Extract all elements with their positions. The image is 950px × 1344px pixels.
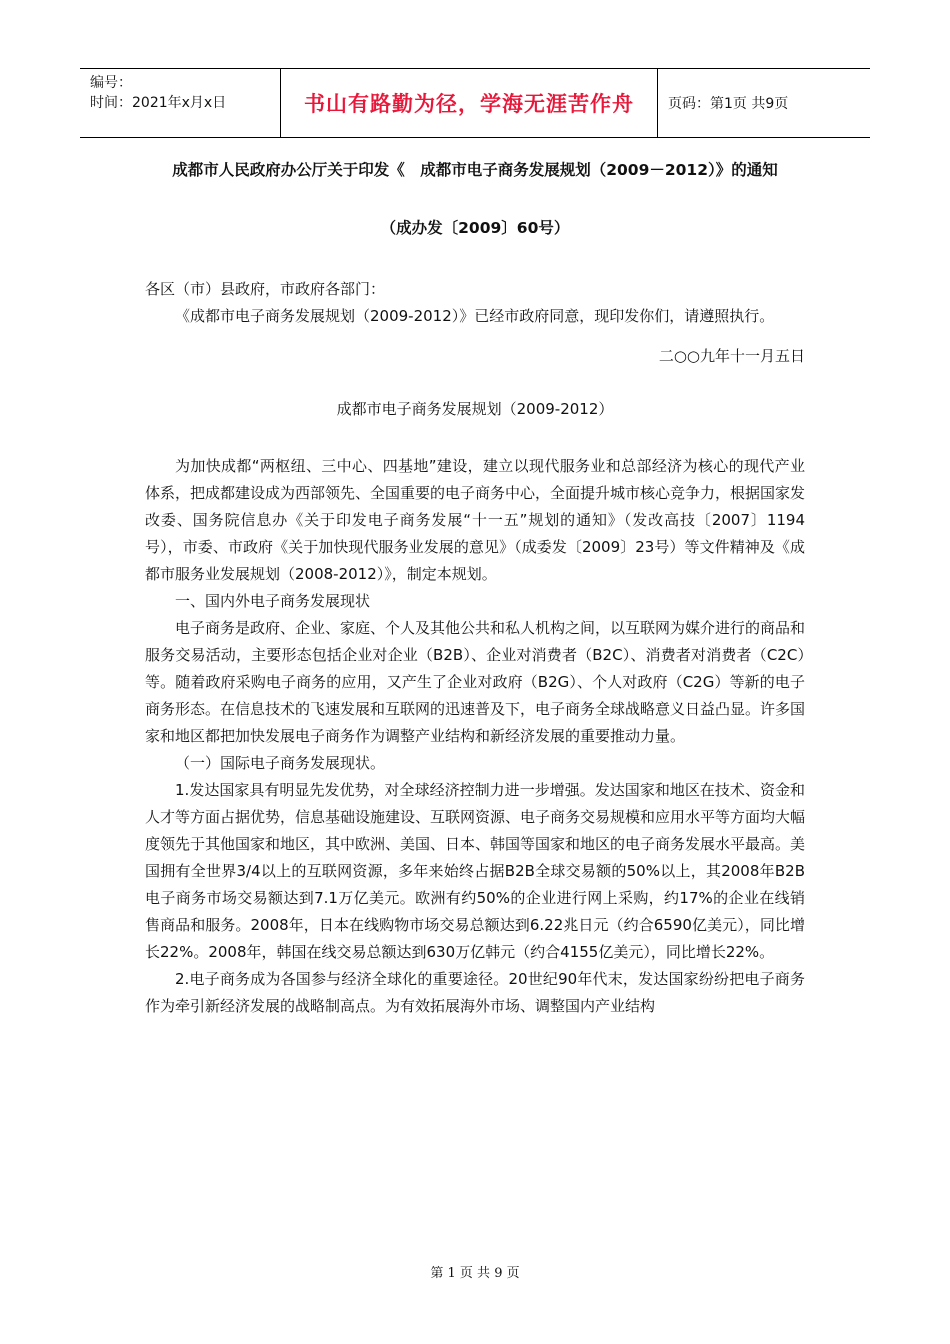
paragraph-1: 为加快成都“两枢纽、三中心、四基地”建设，建立以现代服务业和总部经济为核心的现代产业体系，把成都建设成为西部领先、全国重要的电子商务中心，全面提升城市核心竞争力，根据国家发改委、国务院信息办《关于印发电子商务发展“十一五”规划的通知》（发改高技〔2007〕1194号），市委、市政府《关于加快现代服务业发展的意见》（成委发〔2009〕23号）等文件精神及《成都市服务业发展规划（2008-2012）》，制定本规划。 xyxy=(145,457,806,583)
paragraph-3: 1.发达国家具有明显先发优势，对全球经济控制力进一步增强。发达国家和地区在技术、资金和人才等方面占据优势，信息基础设施建设、互联网资源、电子商务交易规模和应用水平等方面均大幅度领先于其他国家和地区，其中欧洲、美国、日本、韩国等国家和地区的电子商务发展水平最高。美国拥有全世界3/4以上的互联网资源，多年来始终占据B2B全球交易额的50%以上，其2008年B2B电子商务市场交易额达到7.1万亿美元。欧洲有约50%的企业进行网上采购，约17%的企业在线销售商品和服务。2008年，日本在线购物市场交易总额达到6.22兆日元（约合6590亿美元），同比增长22%。2008年，韩国在线交易总额达到630万亿韩元（约合4155亿美元），同比增长22%。 xyxy=(145,781,806,961)
paragraph-4: 2.电子商务成为各国参与经济全球化的重要途径。20世纪90年代末，发达国家纷纷把电子商务作为牵引新经济发展的战略制高点。为有效拓展海外市场、调整国内产业结构 xyxy=(145,970,805,1015)
number-label: 编号： xyxy=(90,75,132,91)
document-body xyxy=(145,276,805,1020)
time-label: 时间：2021年x月x日 xyxy=(90,95,227,111)
subsection-heading-1: （一）国际电子商务发展现状。 xyxy=(175,754,386,772)
issue-date: 二○○九年十一月五日 xyxy=(658,347,805,365)
page-footer: 第 1 页 共 9 页 xyxy=(430,1266,520,1281)
document-number: （成办发〔2009〕60号） xyxy=(380,219,570,237)
salutation: 各区（市）县政府，市政府各部门： xyxy=(145,280,386,298)
section-heading-1: 一、国内外电子商务发展现状 xyxy=(175,592,371,610)
paragraph-2: 电子商务是政府、企业、家庭、个人及其他公共和私人机构之间，以互联网为媒介进行的商品和服务交易活动，主要形态包括企业对企业（B2B）、企业对消费者（B2C）、消费者对消费者（C2C）等。随着政府采购电子商务的应用，又产生了企业对政府（B2G）、个人对政府（C2G）等新的电子商务形态。在信息技术的飞速发展和互联网的迅速普及下，电子商务全球战略意义日益凸显。许多国家和地区都把加快发展电子商务作为调整产业结构和新经济发展的重要推动力量。 xyxy=(145,619,806,745)
plan-title: 成都市电子商务发展规划（2009-2012） xyxy=(336,400,614,418)
header-meta xyxy=(80,69,280,137)
header-page-info: 页码：第1页 共9页 xyxy=(668,96,789,112)
document-title: 成都市人民政府办公厅关于印发《 成都市电子商务发展规划（2009－2012）》的通知 xyxy=(172,161,778,179)
intro-paragraph: 《成都市电子商务发展规划（2009-2012）》已经市政府同意，现印发你们，请遵照执行。 xyxy=(175,307,775,325)
header-motto: 书山有路勤为径，学海无涯苦作舟 xyxy=(280,69,658,137)
page-header xyxy=(80,68,870,138)
